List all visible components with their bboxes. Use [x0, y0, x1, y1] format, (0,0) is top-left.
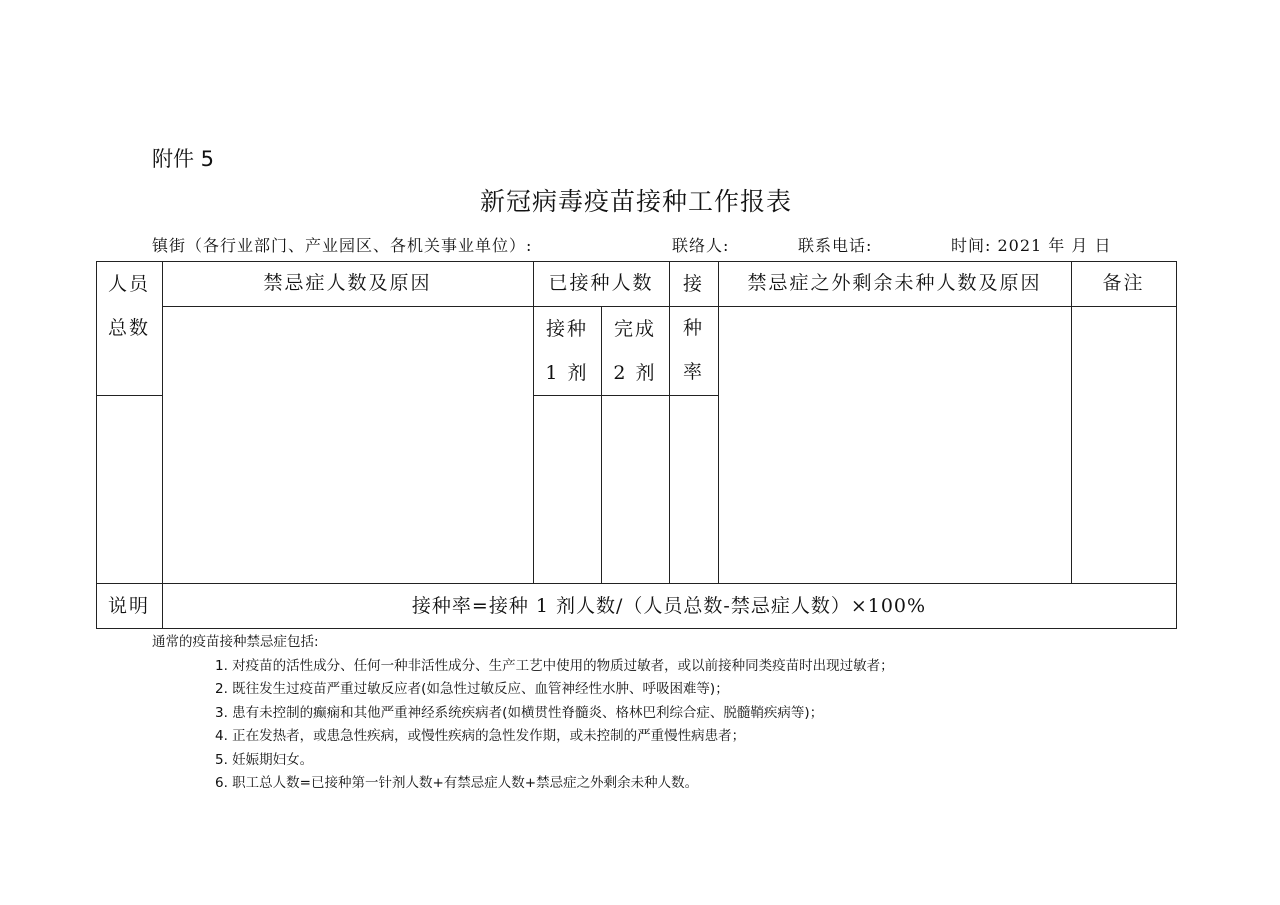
table-row-line — [533, 395, 718, 396]
list-item: 4. 正在发热者，或患急性疾病，或慢性疾病的急性发作期，或未控制的严重慢性病患者； — [215, 728, 746, 744]
header-dose2-line1: 完成 — [613, 318, 656, 340]
table-column-line — [1071, 261, 1072, 584]
header-total-line2: 总数 — [107, 317, 150, 339]
notes-heading: 通常的疫苗接种禁忌症包括: — [152, 634, 319, 650]
list-item: 1. 对疫苗的活性成分、任何一种非活性成分、生产工艺中使用的物质过敏者，或以前接种同类疫苗时出现过敏者； — [215, 657, 894, 674]
info-time-label: 时间: 2021 年 月 日 — [951, 236, 1112, 255]
header-rate-char2: 种 — [682, 317, 704, 339]
table-column-line — [718, 261, 719, 584]
header-total-line1: 人员 — [107, 273, 150, 295]
header-remark: 备注 — [1102, 272, 1145, 294]
header-rate-char3: 率 — [682, 361, 704, 383]
table-border-right — [1176, 261, 1177, 629]
header-vaccinated: 已接种人数 — [548, 272, 654, 294]
list-item: 3. 患有未控制的癫痫和其他严重神经系统疾病者(如横贯性脊髓炎、格林巴利综合症、脱髓鞘疾病等)； — [215, 704, 824, 721]
header-dose1 — [533, 307, 601, 395]
list-item: 6. 职工总人数=已接种第一针剂人数+有禁忌症人数+禁忌症之外剩余未种人数。 — [215, 775, 699, 791]
header-dose1-line2: 1 剂 — [545, 362, 589, 384]
table-row-line — [96, 395, 162, 396]
header-dose2 — [601, 307, 669, 395]
note-formula: 接种率=接种 1 剂人数/（人员总数-禁忌症人数）×100% — [411, 594, 927, 617]
header-total-staff — [96, 262, 162, 350]
header-rate-char1: 接 — [682, 273, 704, 295]
note-label: 说明 — [107, 594, 150, 617]
header-rate — [669, 262, 718, 394]
header-dose1-line1: 接种 — [545, 318, 588, 340]
list-item: 2. 既往发生过疫苗严重过敏反应者(如急性过敏反应、血管神经性水肿、呼吸困难等)； — [215, 681, 729, 697]
contraindication-notes — [152, 631, 894, 796]
info-unit-label: 镇街（各行业部门、产业园区、各机关事业单位）: — [152, 236, 533, 255]
table-column-line — [162, 261, 163, 629]
page-title: 新冠病毒疫苗接种工作报表 — [479, 187, 792, 216]
list-item: 5. 妊娠期妇女。 — [215, 751, 314, 768]
attachment-label: 附件 5 — [152, 147, 215, 171]
info-phone-label: 联系电话: — [798, 236, 873, 255]
info-contact-label: 联络人: — [672, 236, 730, 255]
table-border-bottom — [96, 628, 1177, 629]
header-dose2-line2: 2 剂 — [613, 362, 657, 384]
header-contraindication: 禁忌症人数及原因 — [263, 272, 432, 294]
header-remaining: 禁忌症之外剩余未种人数及原因 — [747, 272, 1042, 294]
